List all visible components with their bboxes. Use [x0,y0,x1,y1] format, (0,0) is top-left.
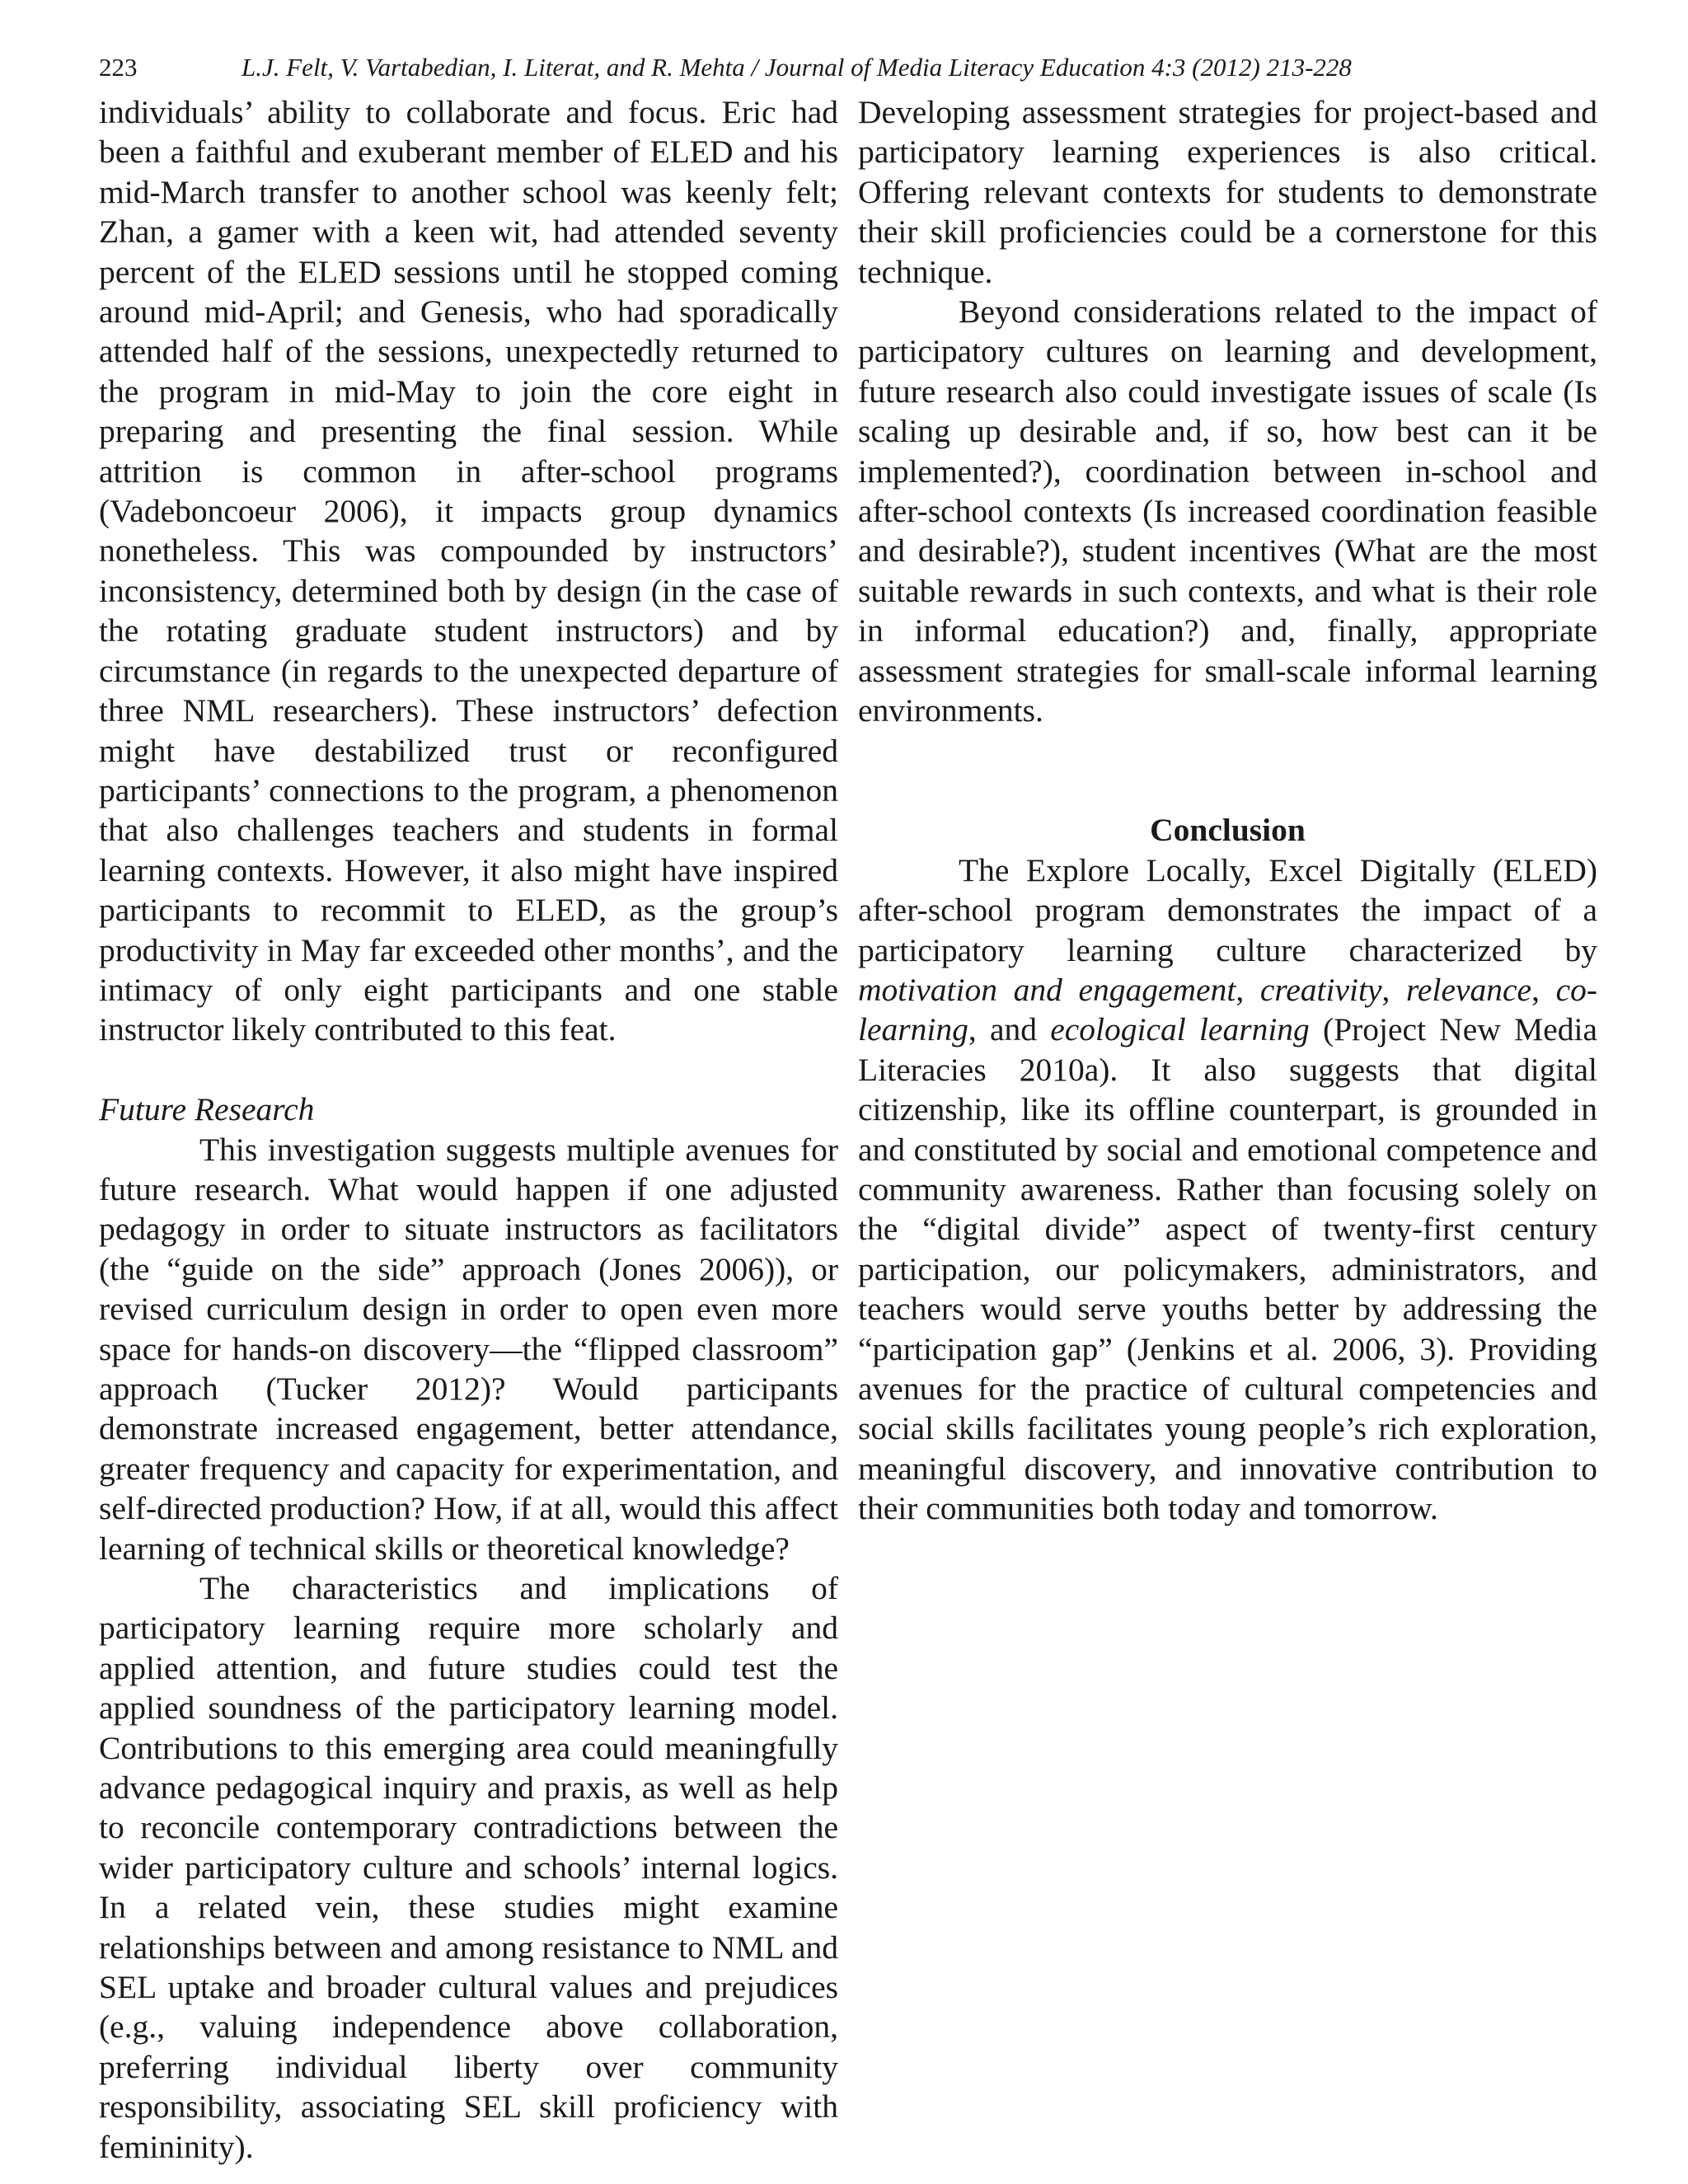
paragraph-assessment: Developing assessment strategies for project-based and participatory learning experiences is also critical. Offering relevant contexts for students to demonstrate their skill proficiencies could be a cornerstone for this technique. [858,94,1597,290]
paragraph-future-research-1: This investigation suggests multiple avenues for future research. What would happen if one adjusted pedagogy in order to situate instructors as facilitators (the “guide on the side” approach (Jones 2006)), or revised curriculum design in order to open even more space for hands-on discovery—the “flipped classroom” approach (Tucker 2012)? Would participants demonstrate increased engagement, better attendance, greater frequency and capacity for experimentation, and self-directed production? How, if at all, would this affect learning of technical skills or theoretical knowledge? [99,1131,838,1567]
spacer [858,731,1597,771]
emphasis-term: ecological learning [1050,1011,1310,1048]
running-header [99,48,1591,87]
emphasis-term: co-learning [858,971,1598,1048]
conclusion-text: The Explore Locally, Excel Digitally (ELED) after-school program demonstrates the impact of a participatory learning culture characterized by [858,851,1597,968]
conclusion-text: , and [968,1011,1051,1048]
spacer [858,771,1597,810]
conclusion-text: , [1381,971,1407,1008]
emphasis-term: relevance [1406,971,1532,1008]
spacer [99,1050,838,1090]
running-head: L.J. Felt, V. Vartabedian, I. Literat, and R. Mehta / Journal of Media Literacy Education 4:3 (2012) 213-228 [241,53,1352,82]
left-column [99,92,838,2167]
conclusion-text: , [1531,971,1556,1008]
paragraph-scale: Beyond considerations related to the impact of participatory cultures on learning and development, future research also could investigate issues of scale (Is scaling up desirable and, if so, how best can it be implemented?), coordination between in-school and after-school contexts (Is increased coordination feasible and desirable?), student incentives (What are the most suitable rewards in such contexts, and what is their role in informal education?) and, finally, appropriate assessment strategies for small-scale informal learning environments. [858,293,1597,729]
subheading-future-research: Future Research [99,1091,315,1128]
page-number: 223 [99,53,138,82]
paragraph-future-research-2: The characteristics and implications of participatory learning require more scholarly and applied attention, and future studies could test the applied soundness of the participatory learning model. Contributions to this emerging area could meaningfully advance pedagogical inquiry and praxis, as well as help to reconcile contemporary contradictions between the wider participatory culture and schools’ internal logics. In a related vein, these studies might examine relationships between and among resistance to NML and SEL uptake and broader cultural values and prejudices (e.g., valuing independence above collaboration, preferring individual liberty over community responsibility, associating SEL skill proficiency with femininity). [99,1570,838,2165]
emphasis-term: motivation and engagement [858,971,1236,1008]
conclusion-text: , [1236,971,1260,1008]
paragraph-conclusion [858,851,1597,1529]
emphasis-term: creativity [1259,971,1382,1008]
section-heading-conclusion: Conclusion [1150,812,1306,849]
paragraph-continued: individuals’ ability to collaborate and focus. Eric had been a faithful and exuberant member of ELED and his mid-March transfer to another school was keenly felt; Zhan, a gamer with a keen wit, had attended seventy percent of the ELED sessions until he stopped coming around mid-April; and Genesis, who had sporadically attended half of the sessions, unexpectedly returned to the program in mid-May to join the core eight in preparing and presenting the final session. While attrition is common in after-school programs (Vadeboncoeur 2006), it impacts group dynamics nonetheless. This was compounded by instructors’ inconsistency, determined both by design (in the case of the rotating graduate student instructors) and by circumstance (in regards to the unexpected departure of three NML researchers). These instructors’ defection might have destabilized trust or reconfigured participants’ connections to the program, a phenomenon that also challenges teachers and students in formal learning contexts. However, it also might have inspired participants to recommit to ELED, as the group’s productivity in May far exceeded other months’, and the intimacy of only eight participants and one stable instructor likely contributed to this feat. [99,94,838,1048]
right-column [858,92,1597,1529]
conclusion-text: (Project New Media Literacies 2010a). It also suggests that digital citizenship, like its offline counterpart, is grounded in and constituted by social and emotional competence and community awareness. Rather than focusing solely on the “digital divide” aspect of twenty-first century participation, our policymakers, administrators, and teachers would serve youths better by addressing the “participation gap” (Jenkins et al. 2006, 3). Providing avenues for the practice of cultural competencies and social skills facilitates young people’s rich exploration, meaningful discovery, and innovative contribution to their communities both today and tomorrow. [858,1011,1597,1527]
